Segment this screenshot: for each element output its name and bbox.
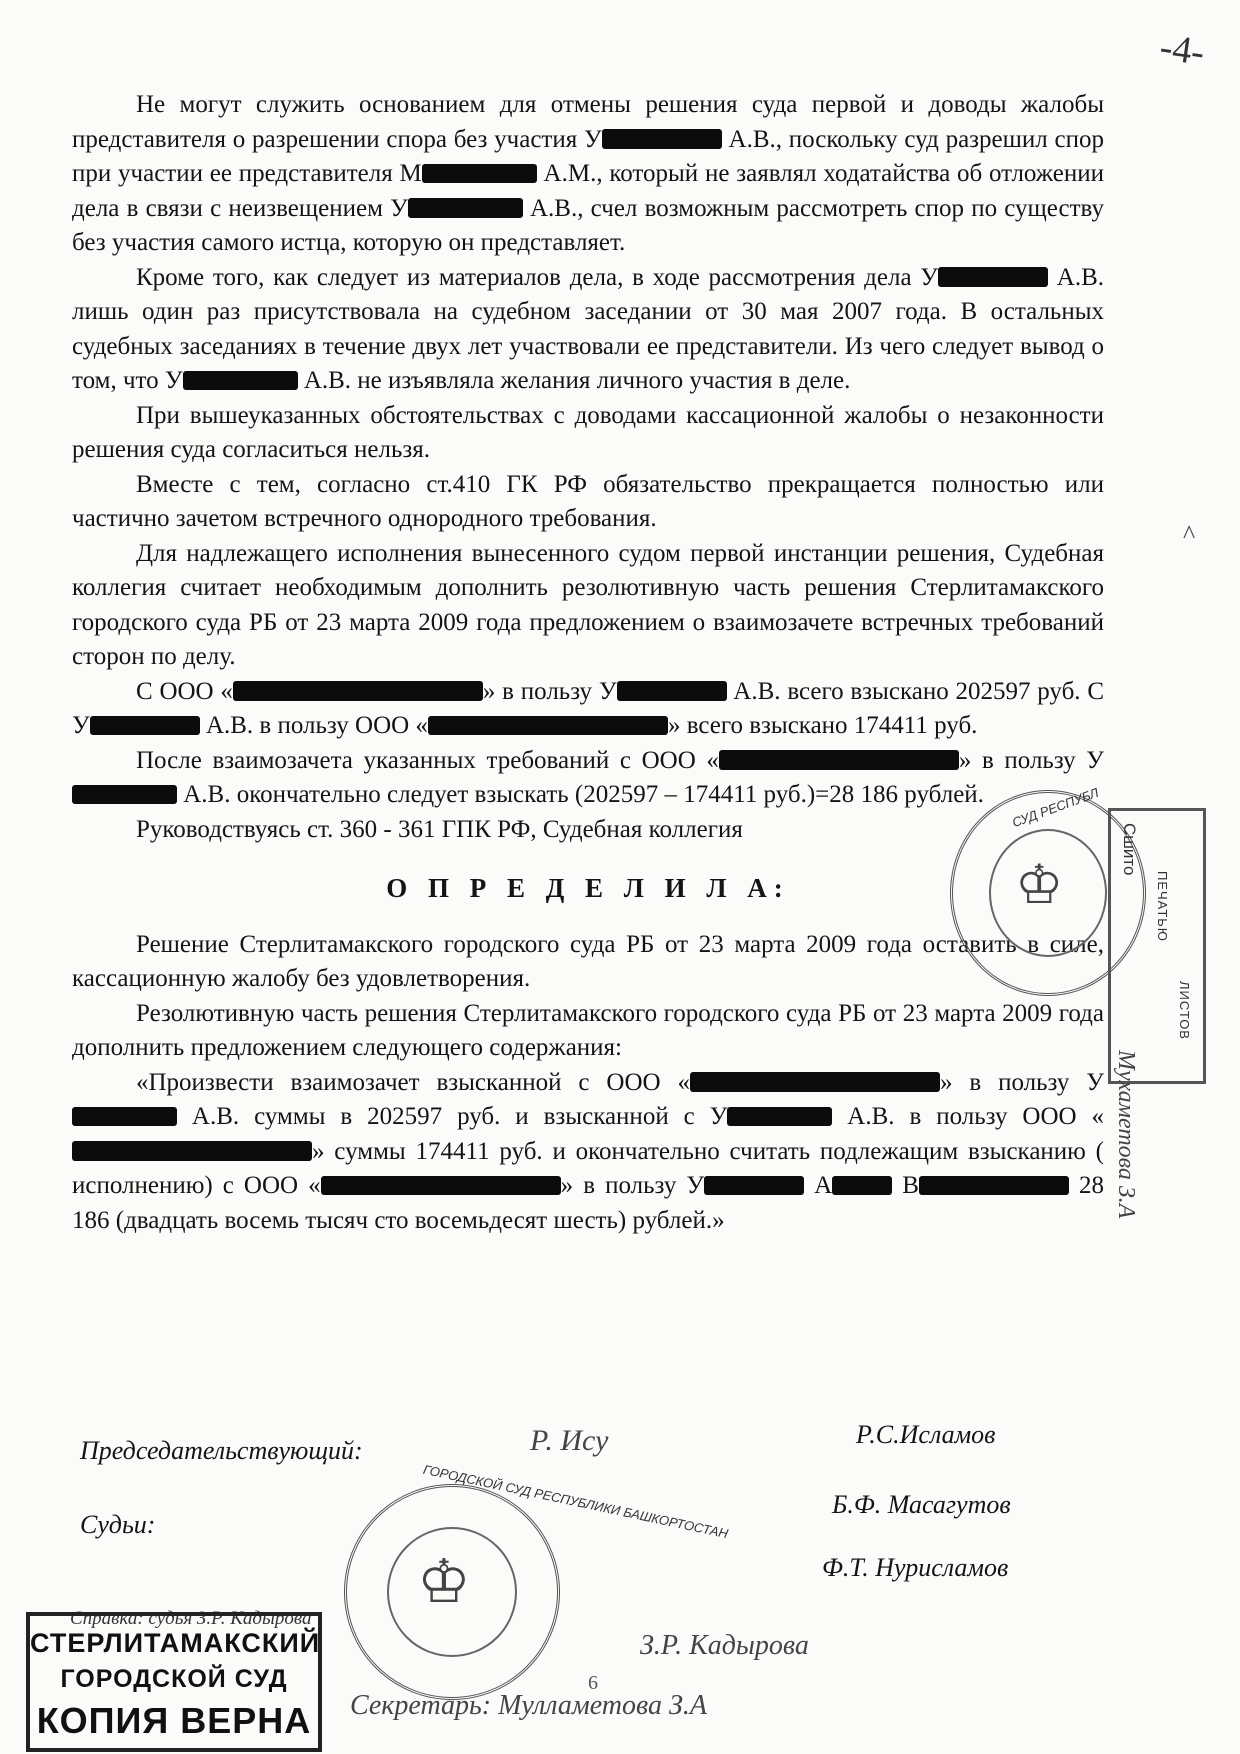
redaction <box>90 716 200 736</box>
seal-bottom-text: ГОРОДСКОЙ СУД РЕСПУБЛИКИ БАШКОРТОСТАН <box>421 1461 730 1542</box>
redaction <box>72 785 177 805</box>
vertical-handwriting: Мухаметова З.А <box>1113 1050 1139 1219</box>
redaction <box>690 1072 940 1092</box>
redaction <box>727 1107 832 1127</box>
redaction <box>617 681 727 701</box>
redaction <box>72 1141 312 1161</box>
binding-stamp-sheets: ЛИСТОВ <box>1177 981 1192 1040</box>
binding-stamp-seal: ПЕЧАТЬЮ <box>1155 871 1170 942</box>
redaction <box>719 750 959 770</box>
ruling-paragraph-3: «Произвести взаимозачет взысканной с ООО « » в пользу У А.В. суммы в 202597 руб. и взысканной с У А.В. в пользу ООО «» суммы 174411 руб. и окончательно считать подлежащим взысканию ( исполнению) с ООО « » в пользу У А В 28 186 (двадцать восемь тысяч сто восемьдесят шесть) рублей.» <box>72 1068 1104 1234</box>
paragraph-1: Не могут служить основанием для отмены решения суда первой и доводы жалобы представителя о разрешении спора без участия У А.В., поскольку суд разрешил спор при участии ее представителя М А.М., который не заявлял ходатайства об отложении дела в связи с неизвещением У А.В., счел возможным рассмотреть спор по существу без участия самого истца, которую он представляет. <box>72 91 1104 256</box>
redaction <box>422 164 537 184</box>
paragraph-8: Руководствуясь ст. 360 - 361 ГПК РФ, Судебная коллегия <box>136 815 743 843</box>
ruling-paragraph-2: Резолютивную часть решения Стерлитамакского городского суда РБ от 23 марта 2009 года дополнить предложением следующего содержания: <box>72 999 1104 1061</box>
paragraph-6: С ООО « » в пользу У А.В. всего взыскано 202597 руб. С У А.В. в пользу ООО « » всего взыскано 174411 руб. <box>72 677 1105 739</box>
margin-mark: ^ <box>1183 520 1196 549</box>
paragraph-5: Для надлежащего исполнения вынесенного судом первой инстанции решения, Судебная коллегия считает необходимым дополнить резолютивную часть решения Стерлитамакского городского суда РБ от 23 марта 2009 года предложением о взаимозачете встречных требований сторон по делу. <box>72 539 1104 670</box>
eagle-emblem-icon: ♔ <box>1015 855 1064 915</box>
redaction <box>704 1176 804 1196</box>
paragraph-7: После взаимозачета указанных требований с ООО « » в пользу У А.В. окончательно следует взыскать (202597 – 174411 руб.)=28 186 рублей. <box>72 744 1104 813</box>
ruling-paragraph-1: Решение Стерлитамакского городского суда РБ от 23 марта 2009 года оставить в силе, кассационную жалобу без удовлетворения. <box>72 930 1104 992</box>
page-number-mark: -4- <box>1157 26 1208 74</box>
paragraph-4: Вместе с тем, согласно ст.410 ГК РФ обязательство прекращается полностью или частично зачетом встречного однородного требования. <box>72 470 1104 532</box>
reference-note: Справка: судья З.Р. Кадырова <box>70 1608 312 1629</box>
chair-label: Председательствующий: <box>80 1436 363 1465</box>
redaction <box>183 371 298 391</box>
judge1-name: Б.Ф. Масагутов <box>832 1490 1011 1519</box>
redaction <box>72 1107 177 1127</box>
judge2-name: Ф.Т. Нурисламов <box>822 1553 1009 1582</box>
binding-stamp-stitched: Сшито <box>1120 823 1139 876</box>
redaction <box>919 1176 1069 1196</box>
copy-certified-stamp <box>26 1612 322 1752</box>
copy-stamp-line3: КОПИЯ ВЕРНА <box>36 1700 312 1741</box>
redaction <box>428 716 668 736</box>
redaction <box>408 198 523 218</box>
secretary-signature: Секретарь: Мулламетова З.А <box>350 1690 707 1721</box>
redaction <box>233 681 483 701</box>
judges-label: Судьи: <box>80 1510 156 1539</box>
court-seal-bottom <box>344 1484 560 1700</box>
redaction <box>321 1176 561 1196</box>
binding-stamp <box>1108 808 1206 1084</box>
page-number: 6 <box>588 1672 598 1694</box>
redaction <box>602 129 722 149</box>
document-body <box>72 88 1104 1238</box>
chair-name: Р.С.Исламов <box>856 1420 996 1449</box>
paragraph-2: Кроме того, как следует из материалов дела, в ходе рассмотрения дела У А.В. лишь один раз присутствовала на судебном заседании от 30 мая 2007 года. В остальных судебных заседаниях в течение двух лет участвовали ее представители. Из чего следует вывод о том, что У А.В. не изъявляла желания личного участия в деле. <box>72 263 1104 394</box>
eagle-emblem-icon: ♔ <box>417 1549 471 1615</box>
redaction <box>938 267 1048 287</box>
chair-signature: Р. Ису <box>530 1424 609 1457</box>
seal-right-text: СУД РЕСПУБЛ <box>1010 784 1101 831</box>
ruling-heading: О П Р Е Д Е Л И Л А: <box>386 873 790 903</box>
kadyrova-signature: З.Р. Кадырова <box>640 1630 809 1661</box>
paragraph-3: При вышеуказанных обстоятельствах с доводами кассационной жалобы о незаконности решения суда согласиться нельзя. <box>72 401 1104 463</box>
copy-stamp-line1: СТЕРЛИТАМАКСКИЙ <box>30 1628 321 1658</box>
redaction <box>832 1176 892 1196</box>
copy-stamp-line2: ГОРОДСКОЙ СУД <box>60 1665 288 1693</box>
